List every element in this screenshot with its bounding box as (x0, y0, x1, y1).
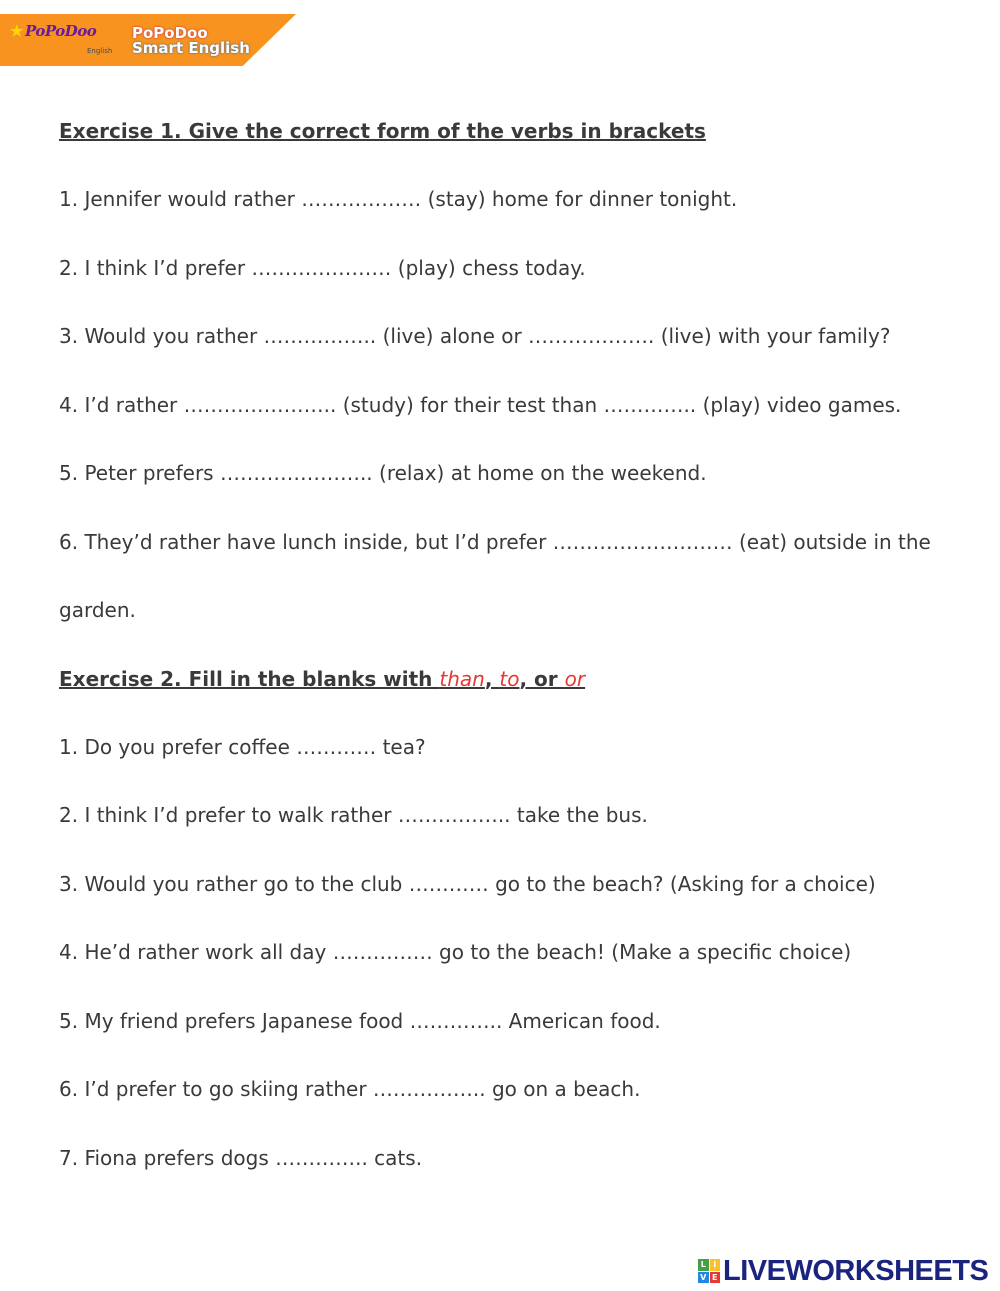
word-or: or (564, 667, 586, 691)
popodoo-logo-subtitle: English (87, 47, 113, 55)
exercise2-item: 7. Fiona prefers dogs ………….. cats. (59, 1146, 423, 1170)
exercise1-item: 6. They’d rather have lunch inside, but I’d prefer ……………………… (eat) outside in the (59, 530, 931, 554)
exercise2-heading-prefix: Exercise 2. Fill in the blanks with (59, 667, 440, 691)
exercise2-item: 2. I think I’d prefer to walk rather …………….. take the bus. (59, 803, 648, 827)
smart-english-logo-line2: Smart English (132, 39, 250, 57)
liveworksheets-icon: L I V E (698, 1259, 720, 1283)
exercise1-item: 4. I’d rather ………………….. (study) for their test than ………….. (play) video games. (59, 393, 902, 417)
liveworksheets-wordmark: LIVEWORKSHEETS (723, 1254, 989, 1287)
word-to: to (499, 667, 520, 691)
exercise2-item: 6. I’d prefer to go skiing rather …………….. go on a beach. (59, 1077, 641, 1101)
exercise1-item: 5. Peter prefers ………………….. (relax) at home on the weekend. (59, 461, 707, 485)
heading-separator: , (484, 667, 500, 691)
smart-english-logo (132, 26, 250, 56)
exercise1-heading: Exercise 1. Give the correct form of the verbs in brackets (59, 119, 706, 143)
exercise1-item: 1. Jennifer would rather ……………… (stay) home for dinner tonight. (59, 187, 738, 211)
exercise1-item: 3. Would you rather …………….. (live) alone or ………………. (live) with your family? (59, 324, 891, 348)
heading-separator: , or (519, 667, 565, 691)
exercise2-item: 5. My friend prefers Japanese food ………….. American food. (59, 1009, 661, 1033)
exercise2-item: 4. He’d rather work all day …………… go to the beach! (Make a specific choice) (59, 940, 852, 964)
word-than: than (439, 667, 485, 691)
exercise1-item: 2. I think I’d prefer ………………… (play) chess today. (59, 256, 586, 280)
exercise1-item-continued: garden. (59, 598, 136, 622)
star-icon: ★ (10, 22, 23, 40)
exercise2-item: 3. Would you rather go to the club ………… go to the beach? (Asking for a choice) (59, 872, 876, 896)
exercise2-heading (59, 667, 585, 691)
smart-english-logo-line1: PoPoDoo (132, 24, 208, 42)
liveworksheets-logo (698, 1256, 988, 1286)
exercise2-item: 1. Do you prefer coffee ………… tea? (59, 735, 426, 759)
popodoo-logo: ★ PoPoDoo (10, 22, 97, 40)
